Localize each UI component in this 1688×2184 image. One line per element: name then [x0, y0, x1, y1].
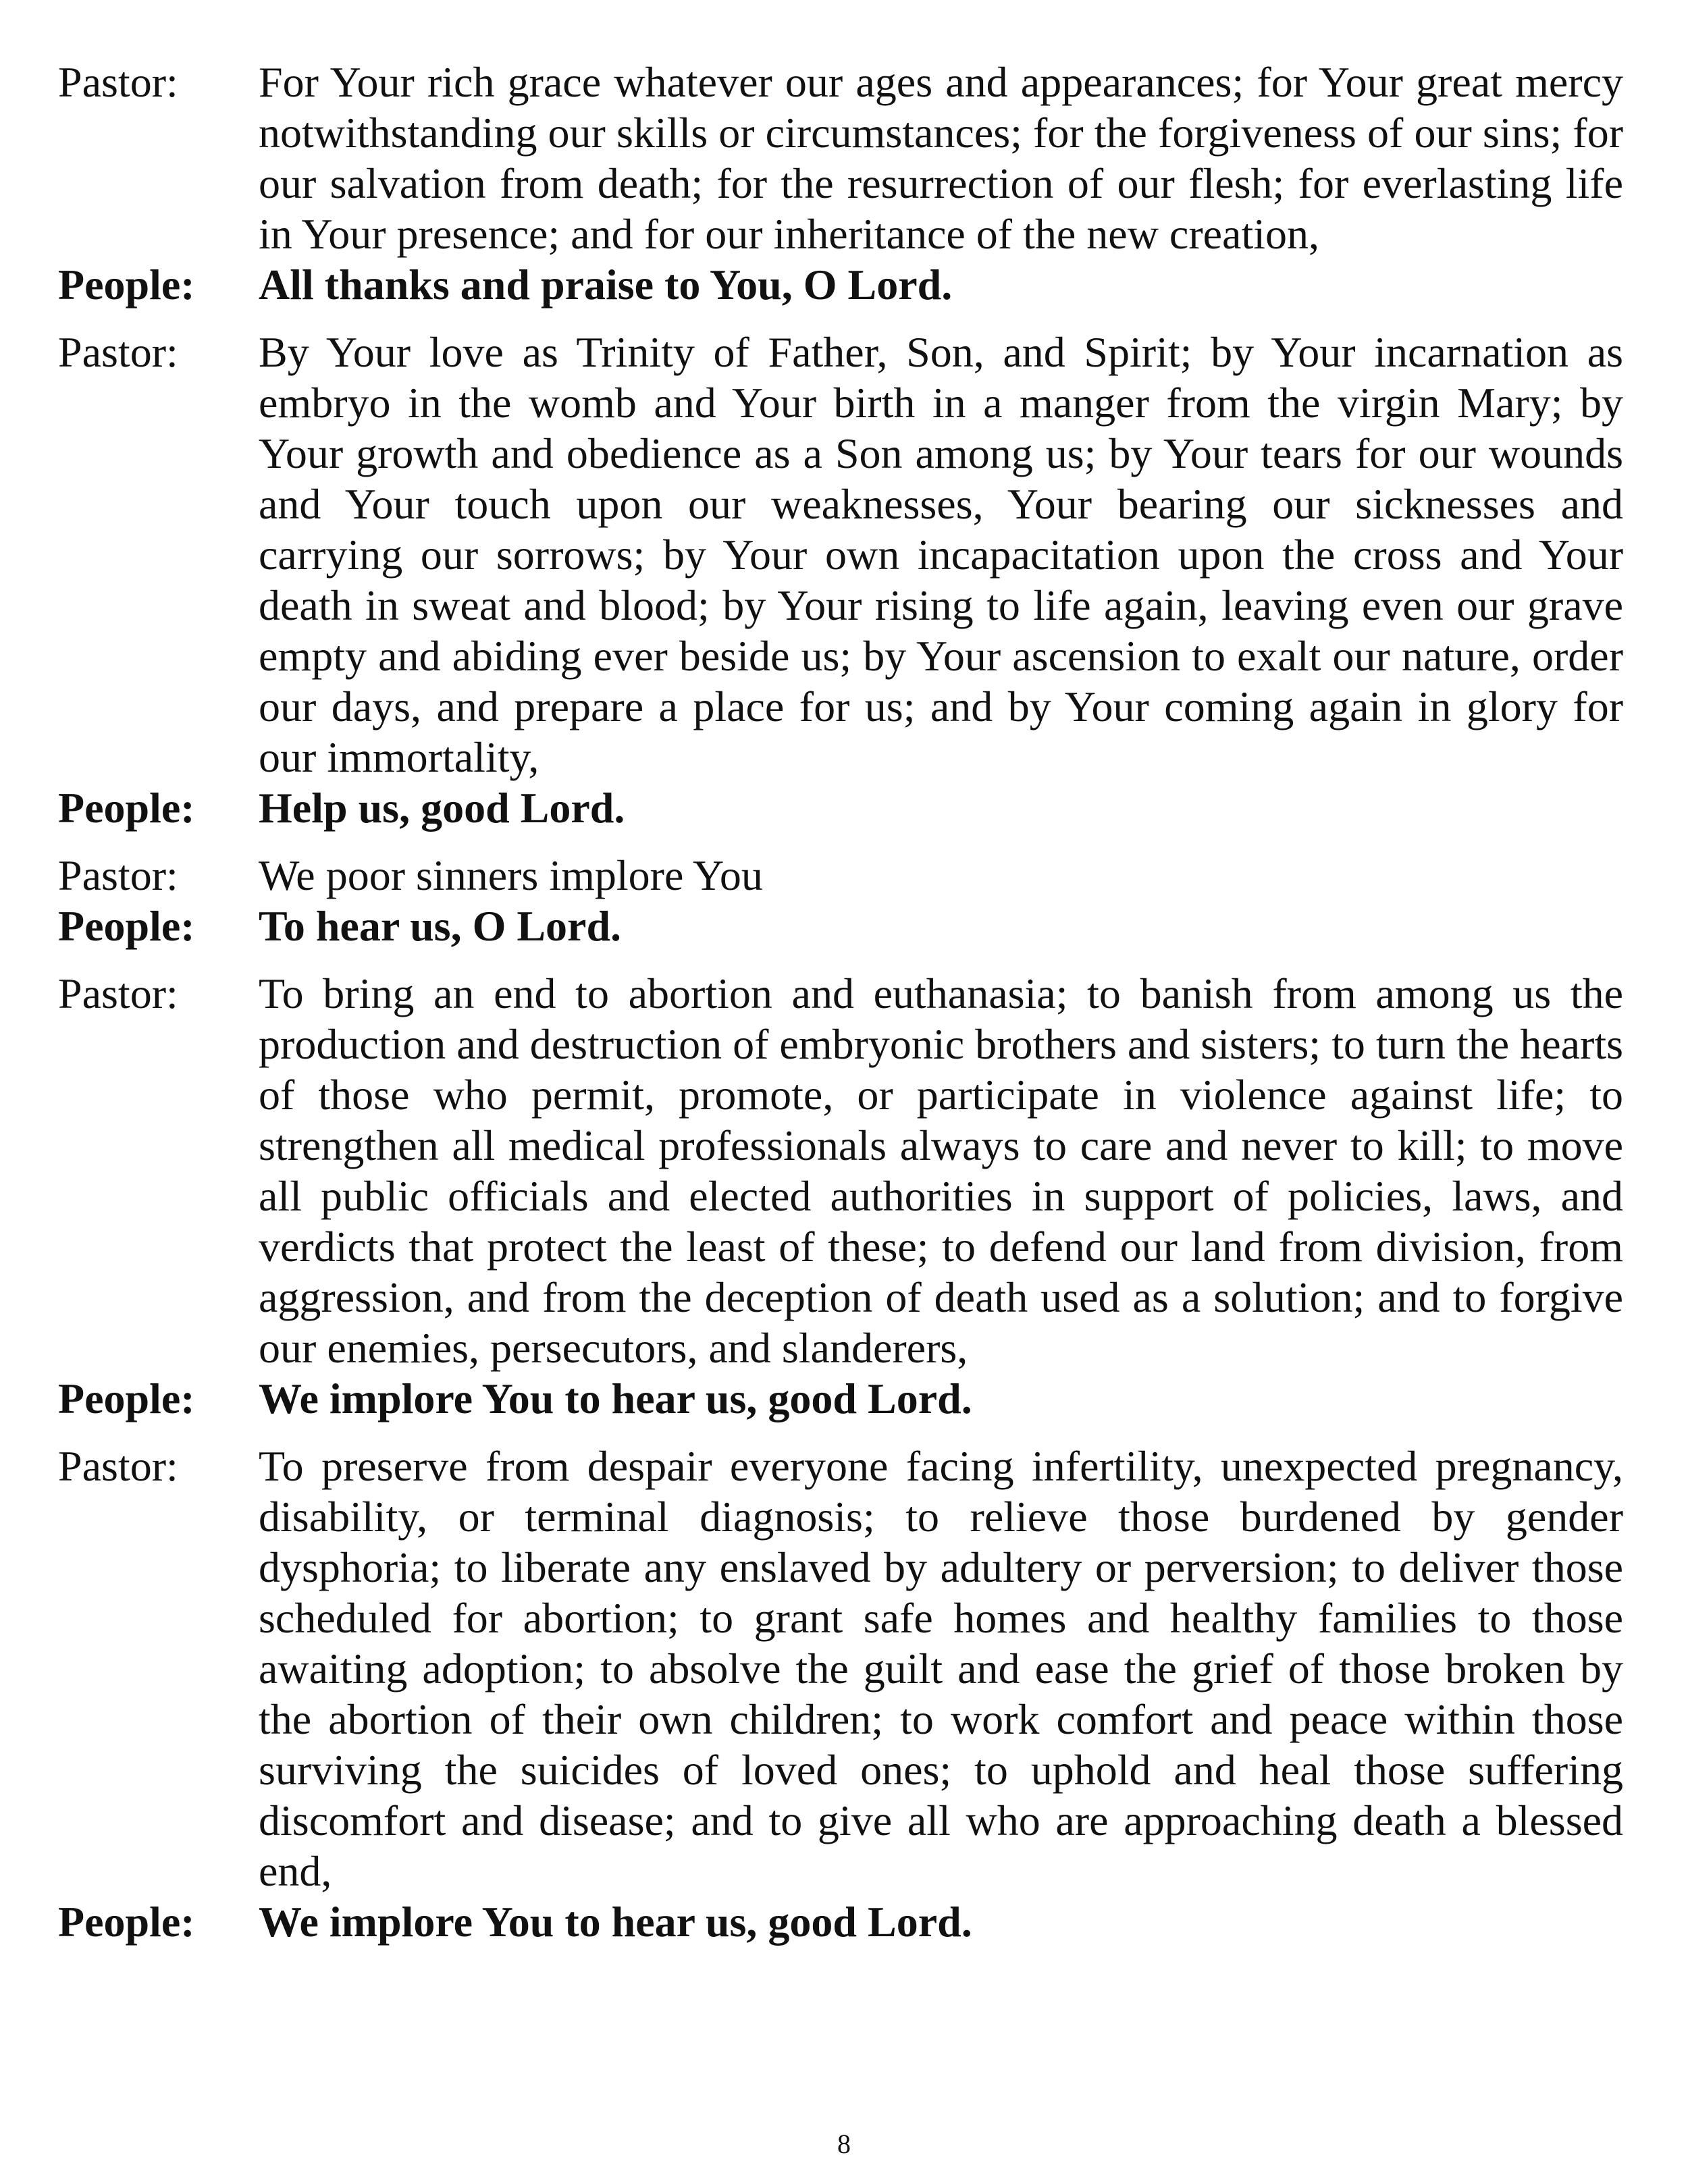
pastor-petition: [58, 1441, 1623, 1896]
speaker-label: People:: [58, 902, 195, 950]
speaker-label: People:: [58, 1375, 195, 1422]
speaker-label: Pastor:: [58, 969, 178, 1017]
pastor-petition: [58, 968, 1623, 1373]
litany-page: [58, 57, 1623, 1947]
petition-text: For Your rich grace whatever our ages and appearances; for Your great mercy notwithstanding our skills or circumstances; for the forgiveness of our sins; for our salvation from death; for the resurrection of our flesh; for everlasting life in Your presence; and for our inheritance of the new creation,: [259, 58, 1623, 258]
petition-text: We poor sinners implore You: [259, 851, 763, 899]
speaker-label: People:: [58, 261, 195, 309]
speaker-label: People:: [58, 1898, 195, 1946]
petition-text: To preserve from despair everyone facing infertility, unexpected pregnancy, disability, or terminal diagnosis; to relieve those burdened by gender dysphoria; to liberate any enslaved by adultery or perversion; to deliver those scheduled for abortion; to grant safe homes and healthy families to those awaiting adoption; to absolve the guilt and ease the grief of those broken by the abortion of their own children; to work comfort and peace within those surviving the suicides of loved ones; to uphold and heal those suffering discomfort and disease; and to give all who are approaching death a blessed end,: [259, 1442, 1623, 1895]
people-response: [58, 782, 1623, 833]
petition-text: To bring an end to abortion and euthanasia; to banish from among us the production and destruction of embryonic brothers and sisters; to turn the hearts of those who permit, promote, or participate in violence against life; to strengthen all medical professionals always to care and never to kill; to move all public officials and elected authorities in support of policies, laws, and verdicts that protect the least of these; to defend our land from division, from aggression, and from the deception of death used as a solution; and to forgive our enemies, persecutors, and slanderers,: [259, 969, 1623, 1372]
pastor-petition: [58, 850, 1623, 901]
people-response: [58, 259, 1623, 310]
page-number: 8: [837, 2129, 851, 2159]
pastor-petition: [58, 57, 1623, 259]
response-text: Help us, good Lord.: [259, 784, 625, 832]
people-response: [58, 901, 1623, 951]
speaker-label: Pastor:: [58, 851, 178, 899]
people-response: [58, 1373, 1623, 1424]
speaker-label: Pastor:: [58, 58, 178, 106]
people-response: [58, 1896, 1623, 1947]
response-text: All thanks and praise to You, O Lord.: [259, 261, 953, 309]
speaker-label: Pastor:: [58, 1442, 178, 1490]
pastor-petition: [58, 327, 1623, 782]
petition-text: By Your love as Trinity of Father, Son, and Spirit; by Your incarnation as embryo in the womb and Your birth in a manger from the virgin Mary; by Your growth and obedience as a Son among us; by Your tears for our wounds and Your touch upon our weaknesses, Your bearing our sicknesses and carrying our sorrows; by Your own incapacitation upon the cross and Your death in sweat and blood; by Your rising to life again, leaving even our grave empty and abiding ever beside us; by Your ascension to exalt our nature, order our days, and prepare a place for us; and by Your coming again in glory for our immortality,: [259, 328, 1623, 781]
response-text: We implore You to hear us, good Lord.: [259, 1898, 972, 1946]
speaker-label: Pastor:: [58, 328, 178, 376]
response-text: We implore You to hear us, good Lord.: [259, 1375, 972, 1422]
response-text: To hear us, O Lord.: [259, 902, 622, 950]
speaker-label: People:: [58, 784, 195, 832]
